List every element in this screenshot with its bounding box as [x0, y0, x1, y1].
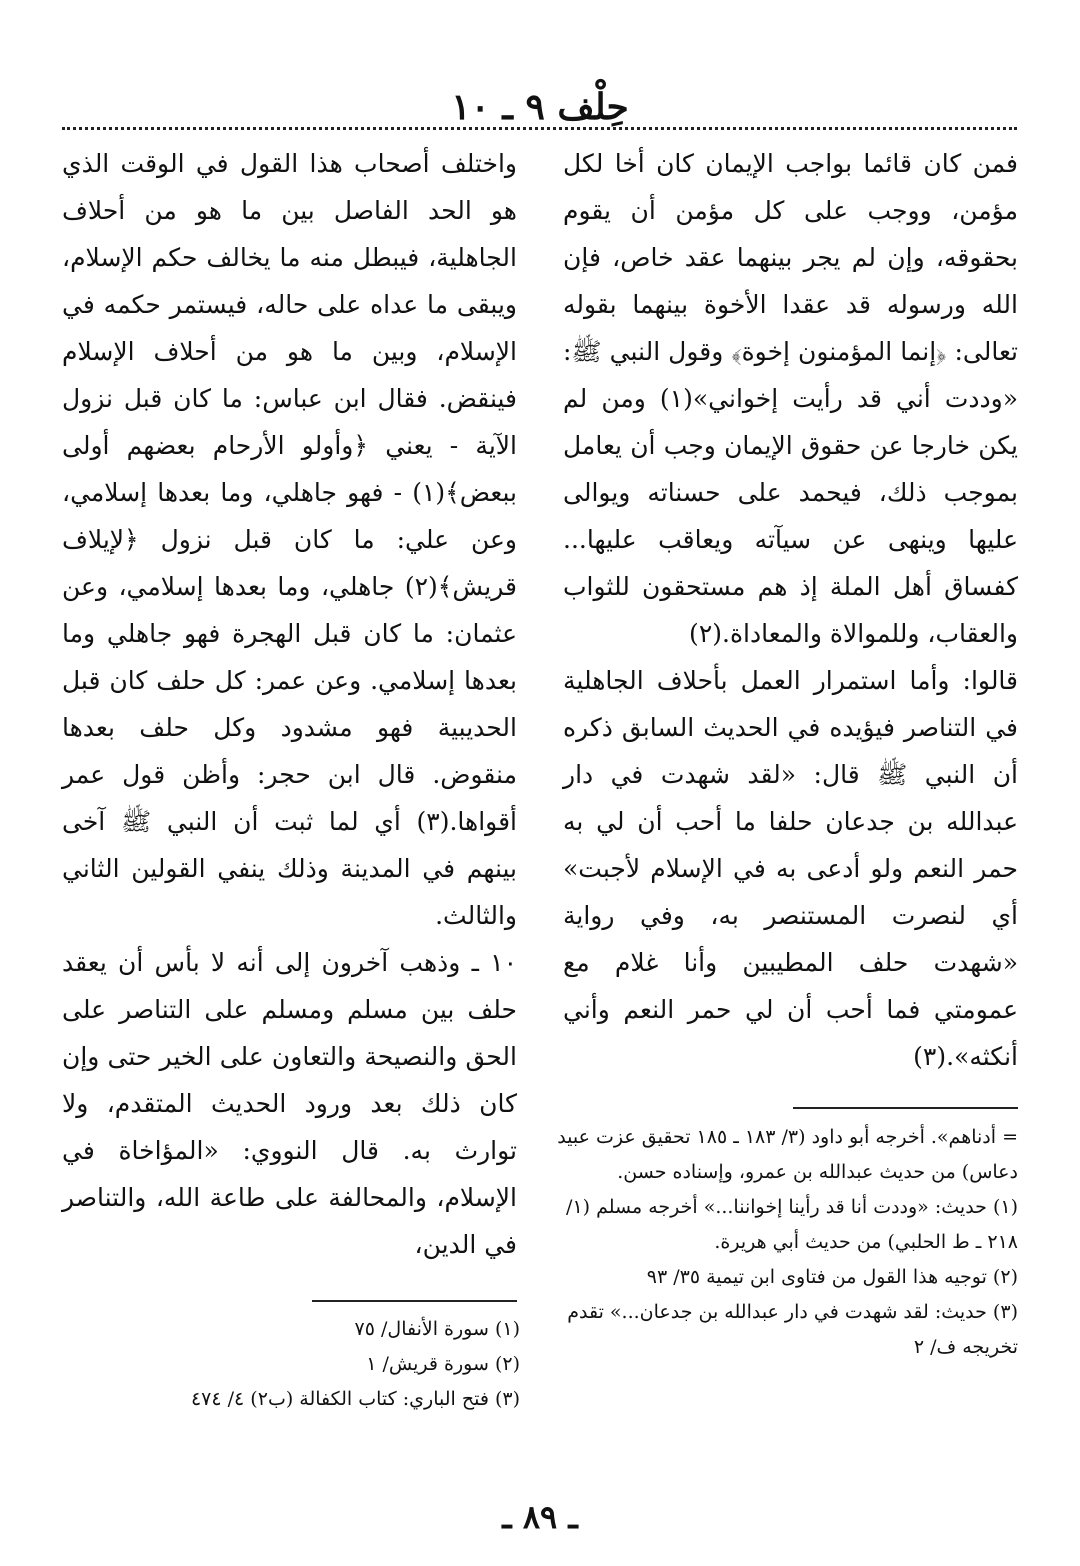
right-paragraph-2: قالوا: وأما استمرار العمل بأحلاف الجاهلية في التناصر فيؤيده في الحديث السابق ذكره أن النبي ﷺ قال: «لقد شهدت في دار عبدالله بن جدعان حلفا ما أحب أن لي به حمر النعم ولو أدعى به في الإسلام لأجبت» أي لنصرت المستنصر به، وفي رواية «شهدت حلف المطيبين وأنا غلام مع عمومتي فما أحب أن لي حمر النعم وأني أنكثه».(٣) — [563, 666, 1018, 1071]
footnote-rule-right — [793, 1107, 1018, 1109]
footnote-rule-left — [312, 1300, 517, 1302]
footnote-right-3: (٣) حديث: لقد شهدت في دار عبدالله بن جدعان...» تقدم تخريجه ف/ ٢ — [567, 1301, 1018, 1358]
right-text-column — [563, 140, 1018, 1080]
footnote-left-1: (١) سورة الأنفال/ ٧٥ — [354, 1318, 520, 1340]
footnote-left-2: (٢) سورة قريش/ ١ — [366, 1353, 520, 1375]
header-dotted-rule — [62, 127, 1017, 130]
footnote-right-2: (٢) توجيه هذا القول من فتاوى ابن تيمية ٣٥/ ٩٣ — [646, 1266, 1018, 1288]
page-header-title: حِلْف ٩ ـ ١٠ — [451, 86, 629, 128]
left-text-column — [62, 140, 517, 1268]
footnote-right-1: (١) حديث: «وددت أنا قد رأينا إخواننا...» أخرجه مسلم (١/ ٢١٨ ـ ط الحلبي) من حديث أبي هريرة. — [566, 1196, 1018, 1253]
footnotes-left — [65, 1312, 520, 1417]
footnotes-right — [548, 1120, 1018, 1365]
footnote-left-3: (٣) فتح الباري: كتاب الكفالة (ب٢) ٤/ ٤٧٤ — [190, 1388, 520, 1410]
right-paragraph-1: فمن كان قائما بواجب الإيمان كان أخا لكل مؤمن، ووجب على كل مؤمن أن يقوم بحقوقه، وإن لم يجر بينهما عقد خاص، فإن الله ورسوله قد عقدا الأخوة بينهما بقوله تعالى: ﴿إنما المؤمنون إخوة﴾ وقول النبي ﷺ: «وددت أني قد رأيت إخواني»(١) ومن لم يكن خارجا عن حقوق الإيمان وجب أن يعامل بموجب ذلك، فيحمد على حسناته ويوالى عليها وينهى عن سيآته ويعاقب عليها... كفساق أهل الملة إذ هم مستحقون للثواب والعقاب، وللموالاة والمعاداة.(٢) — [563, 149, 1018, 648]
left-paragraph-1: واختلف أصحاب هذا القول في الوقت الذي هو الحد الفاصل بين ما هو من أحلاف الجاهلية، فيبطل منه ما يخالف حكم الإسلام، ويبقى ما عداه على حاله، فيستمر حكمه في الإسلام، وبين ما هو من أحلاف الإسلام فينقض. فقال ابن عباس: ما كان قبل نزول الآية - يعني ﴿وأولو الأرحام بعضهم أولى ببعض﴾(١) - فهو جاهلي، وما بعدها إسلامي، وعن علي: ما كان قبل نزول ﴿لإيلاف قريش﴾(٢) جاهلي، وما بعدها إسلامي، وعن عثمان: ما كان قبل الهجرة فهو جاهلي وما بعدها إسلامي. وعن عمر: كل حلف كان قبل الحديبية فهو مشدود وكل حلف بعدها منقوض. قال ابن حجر: وأظن قول عمر أقواها.(٣) أي لما ثبت أن النبي ﷺ آخى بينهم في المدينة وذلك ينفي القولين الثاني والثالث. — [62, 149, 517, 930]
footnote-right-continued: = أدناهم». أخرجه أبو داود (٣/ ١٨٣ ـ ١٨٥ تحقيق عزت عبيد دعاس) من حديث عبدالله بن عمرو، وإسناده حسن. — [557, 1126, 1018, 1183]
page-number: ـ ٨٩ ـ — [502, 1498, 578, 1536]
left-paragraph-2: ١٠ ـ وذهب آخرون إلى أنه لا بأس أن يعقد حلف بين مسلم ومسلم على التناصر على الحق والنصيحة والتعاون على الخير حتى وإن كان ذلك بعد ورود الحديث المتقدم، ولا توارث به. قال النووي: «المؤاخاة في الإسلام، والمحالفة على طاعة الله، والتناصر في الدين، — [62, 948, 517, 1259]
